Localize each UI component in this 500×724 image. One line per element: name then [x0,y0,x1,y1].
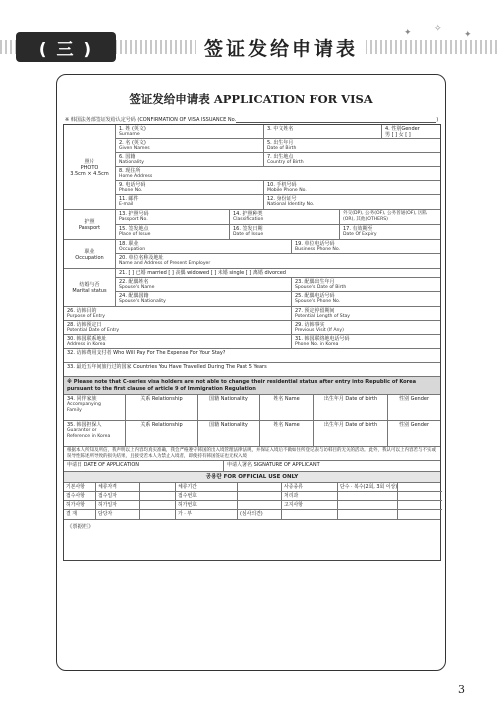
field-surname[interactable]: 1. 姓 (英文) Surname [116,125,264,138]
passport-section [64,210,440,240]
col-gender: 性别 Gender [398,422,429,428]
sparkle-icon: ✦ [464,30,472,40]
field-passport-no[interactable]: 13. 护照号码 Passport No. [116,210,230,224]
section-mark: ( 三 ) [16,32,116,62]
official-cell [338,501,398,510]
col-relationship: 关系 Relationship [126,421,198,446]
official-cell[interactable] [398,501,442,510]
family-label: 34. 同伴家族 Accompanying Family [64,395,126,420]
field-expense-payer[interactable]: 32. 访韩费用支付者 Who Will Pay For The Expense For Your Stay? [67,350,226,356]
page-title: 签证发给申请表 [196,34,366,61]
field-expiry[interactable]: 17. 有效期至 Date Of Expiry [343,226,377,237]
personal-section [64,125,440,210]
page-banner [0,0,500,64]
photo-box[interactable] [64,125,116,209]
field-nationality[interactable]: 6. 国籍 Nationality [116,153,264,166]
field-passport-class[interactable]: 14. 护照种类 Classification [230,210,340,224]
field-gender[interactable]: 4. 性别Gender 男 [ ] 女 [ ] [385,126,420,138]
official-cell [140,501,176,510]
marital-section [64,269,440,307]
field-date-of-entry[interactable]: 28. 访韩预定日 Potential Date of Entry [64,321,292,334]
field-address-korea[interactable]: 30. 韩国联系地址 Address in Korea [64,335,292,348]
field-spouse-name[interactable]: 22. 配偶姓名 Spouse's Name [116,278,292,291]
official-cell [140,483,176,492]
remark-area[interactable]: 《票据栏》 [67,524,94,531]
photo-label-en: PHOTO [80,164,99,171]
col-dob: 出生年月 Date of birth [314,421,388,446]
form-title: 签证发给申请表 APPLICATION FOR VISA [129,92,373,106]
official-cell[interactable]: 접수번호 [176,492,238,501]
field-email[interactable]: 11. 邮件 E-mail [116,195,264,209]
occupation-section [64,240,440,269]
field-application-date[interactable]: 申请日 DATE OF APPLICATION [64,461,224,471]
col-nationality: 国籍 Nationality [198,395,260,420]
official-cell[interactable]: 담당자 [96,510,140,519]
declaration-text: 根据本人所知及所信，我声明以上内容均真实准确，我会严格遵守韩国的出入境管理法律法规，并保证入境后不做如住所登记表与访韩目的无关的活动。此外，我认可以上内容若与不实或误导性陈述所导致的损失结果，且接受若本人为禁止入境者，即使持有韩国签证也无权入境 [67,448,436,459]
col-dob: 出生年月 Date of birth [314,395,388,420]
field-country-of-birth[interactable]: 7. 出生地点 Country of Birth [267,154,304,165]
official-cell [338,492,398,501]
official-cell [238,501,282,510]
col-name: 姓名 Name [260,421,314,446]
photo-size: 3.5cm × 4.5cm [70,170,109,177]
visa-form-card [56,74,446,671]
occupation-label: 职业 Occupation [64,240,116,268]
guarantor-label: 35. 韩国担保人 Guarantor or Reference in Korea [64,421,126,446]
field-date-of-birth[interactable]: 5. 出生年月 Date of Birth [267,140,297,151]
field-spouse-dob[interactable]: 23. 配偶出生年月 Spouse's Date of Birth [295,279,347,290]
field-spouse-nationality[interactable]: 24. 配偶国籍 Spouse's Nationality [116,292,292,306]
c-series-notice: ※ Please note that C-series visa holders are not able to change their residential status after entry into Republic of Korea pursuant to the first clause of article 9 of Immigration Regulation [64,377,440,394]
field-purpose[interactable]: 26. 访韩目的 Purpose of Entry [64,307,292,320]
official-cell[interactable]: 가 · 부 [176,510,238,519]
field-employer[interactable]: 20. 单位名称及地址 Name and Address of Present Employer [119,255,211,266]
official-cell [338,510,398,519]
field-occupation[interactable]: 18. 职业 Occupation [116,240,292,253]
page-number: 3 [458,683,465,696]
field-business-phone[interactable]: 19. 单位电话号码 Business Phone No. [295,241,341,252]
official-cell[interactable] [398,492,442,501]
official-cell [238,483,282,492]
official-use-header: 공용란 FOR OFFICIAL USE ONLY [64,472,440,482]
official-cell[interactable] [282,510,338,519]
passport-class-options: 外交(DP), 公务(OF), 公务普通(OF), 因私(OR), 其他(OTHERS) [343,211,428,222]
field-chinese-name[interactable]: 3. 中文姓名 [264,125,382,138]
official-cell: 접수사항 [64,492,96,501]
official-cell[interactable]: 허가번호 [176,501,238,510]
sparkle-icon: ✧ [434,24,442,34]
application-form [63,124,441,561]
field-applicant-signature[interactable]: 申请人署名 SIGNATURE OF APPLICANT [227,462,320,469]
field-home-address[interactable]: 8. 现住所 Home Address [119,168,153,179]
confirmation-line: ※ 韩国法务部签证发给认定号码 (CONFIRMATION OF VISA ISSUANCE No. ) [65,117,439,123]
field-phone[interactable]: 9. 电话号码 Phone No. [116,181,264,194]
official-cell[interactable]: 허가일자 [96,501,140,510]
field-place-of-issue[interactable]: 15. 签发地点 Place of Issue [116,225,230,239]
field-spouse-phone[interactable]: 25. 配偶电话号码 Spouse's Phone No. [295,293,341,304]
col-name: 姓名 Name [260,395,314,420]
official-cell[interactable] [398,510,442,519]
official-cell[interactable]: 사증종류 [282,483,338,492]
marital-label: 结婚与否 Marital status [64,269,116,306]
official-cell[interactable]: 체류기간 [176,483,238,492]
official-cell: (심사의견) [238,510,282,519]
official-cell [238,492,282,501]
official-cell [140,510,176,519]
field-phone-korea[interactable]: 31. 韩国联络地电话号码 Phone No. in Korea [295,336,350,347]
sparkle-icon: ✦ [404,28,412,38]
field-countries-travelled[interactable]: 33. 最近五年间旅行过的国家 Countries You Have Travelled During The Past 5 Years [67,364,267,370]
field-previous-visit[interactable]: 29. 访韩事实 Previous Visit (If Any) [295,322,344,333]
official-cell[interactable]: 접수일자 [96,492,140,501]
field-length-of-stay[interactable]: 27. 预定停留期间 Potential Length of Stay [295,308,351,319]
passport-label: 护照 Passport [64,210,116,239]
field-given-names[interactable]: 2. 名 (英文) Given Names [116,139,264,152]
official-cell: 허가사항 [64,501,96,510]
confirmation-label: ※ 韩国法务部签证发给认定号码 (CONFIRMATION OF VISA ISSUANCE No. [65,117,237,123]
col-gender: 性别 Gender [398,396,429,402]
official-cell: 단수 · 복수(2회, 3회 이상) [340,484,398,491]
official-cell [140,492,176,501]
official-cell: 기본사항 [64,483,96,492]
field-date-of-issue[interactable]: 16. 签发日期 Date of Issue [230,225,340,239]
official-cell: 결 재 [64,510,96,519]
field-mobile[interactable]: 10. 手机号码 Mobile Phone No. [267,182,307,193]
col-relationship: 关系 Relationship [126,395,198,420]
field-marital-status[interactable]: 21. [ ] 已婚 married [ ] 丧偶 widowed [ ] 未婚 single [ ] 离婚 divorced [119,270,286,276]
col-nationality: 国籍 Nationality [198,421,260,446]
field-national-id[interactable]: 12. 身份证号 National Identity No. [267,196,315,207]
official-cell[interactable]: 체류자격 [96,483,140,492]
official-use-table [64,483,442,519]
official-cell[interactable]: 고지사항 [282,501,338,510]
official-cell[interactable]: 처리과 [282,492,338,501]
official-cell[interactable] [398,483,442,492]
photo-label-cn: 照片 [84,158,95,165]
